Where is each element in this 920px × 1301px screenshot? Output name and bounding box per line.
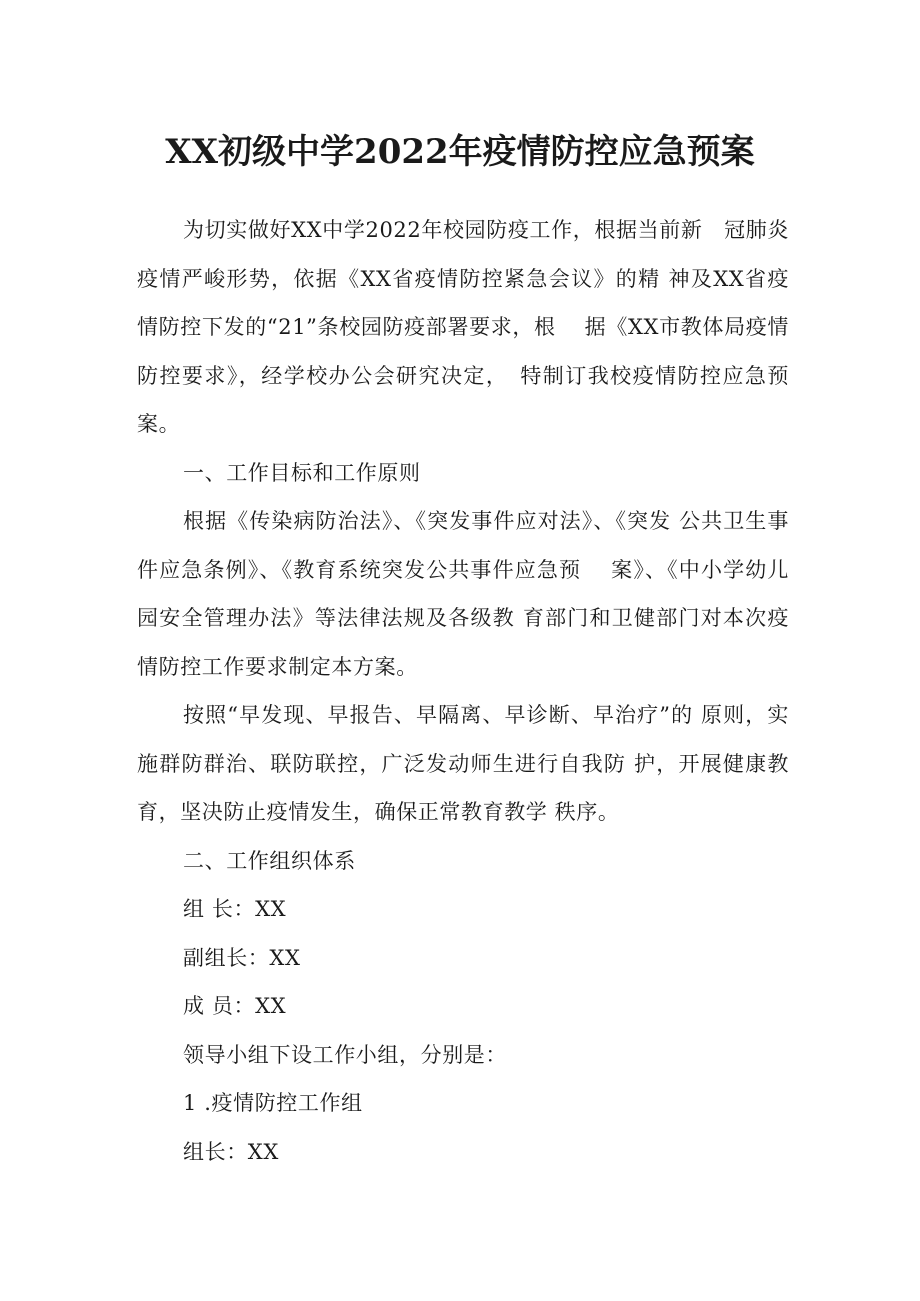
- subgroup-1-heading: 1 .疫情防控工作组: [183, 1091, 363, 1115]
- document-title: XX初级中学2022年疫情防控应急预案: [165, 132, 755, 172]
- legal-basis-paragraph: 根据《传染病防治法》、《突发事件应对法》、《突发 公共卫生事件应急条例》、《教育系统突发公共事件应急预 案》、《中小学幼儿园安全管理办法》等法律法规及各级教 育部门和卫健部门对本次疫情防控工作要求制定本方案。: [137, 509, 789, 679]
- members-line: 成 员：XX: [183, 994, 287, 1018]
- deputy-leader-line: 副组长：XX: [183, 945, 301, 970]
- intro-paragraph: 为切实做好XX中学2022年校园防疫工作，根据当前新 冠肺炎疫情严峻形势，依据《XX省疫情防控紧急会议》的精 神及XX省疫情防控下发的“21”条校园防疫部署要求，根 据《XX市教体局疫情防控要求》，经学校办公会研究决定， 特制订我校疫情防控应急预案。: [137, 218, 789, 436]
- section-heading-1: 一、工作目标和工作原则: [183, 460, 421, 485]
- section-heading-2: 二、工作组织体系: [183, 848, 356, 873]
- principle-paragraph: 按照“早发现、早报告、早隔离、早诊断、早治疗”的 原则，实施群防群治、联防联控，广泛发动师生进行自我防 护，开展健康教育，坚决防止疫情发生，确保正常教育教学 秩序。: [137, 703, 789, 824]
- subgroups-intro-line: 领导小组下设工作小组，分别是：: [183, 1042, 507, 1067]
- document-body: [137, 206, 789, 1176]
- leader-line: 组 长：XX: [183, 897, 287, 921]
- subgroup-1-leader-line: 组长：XX: [183, 1139, 279, 1164]
